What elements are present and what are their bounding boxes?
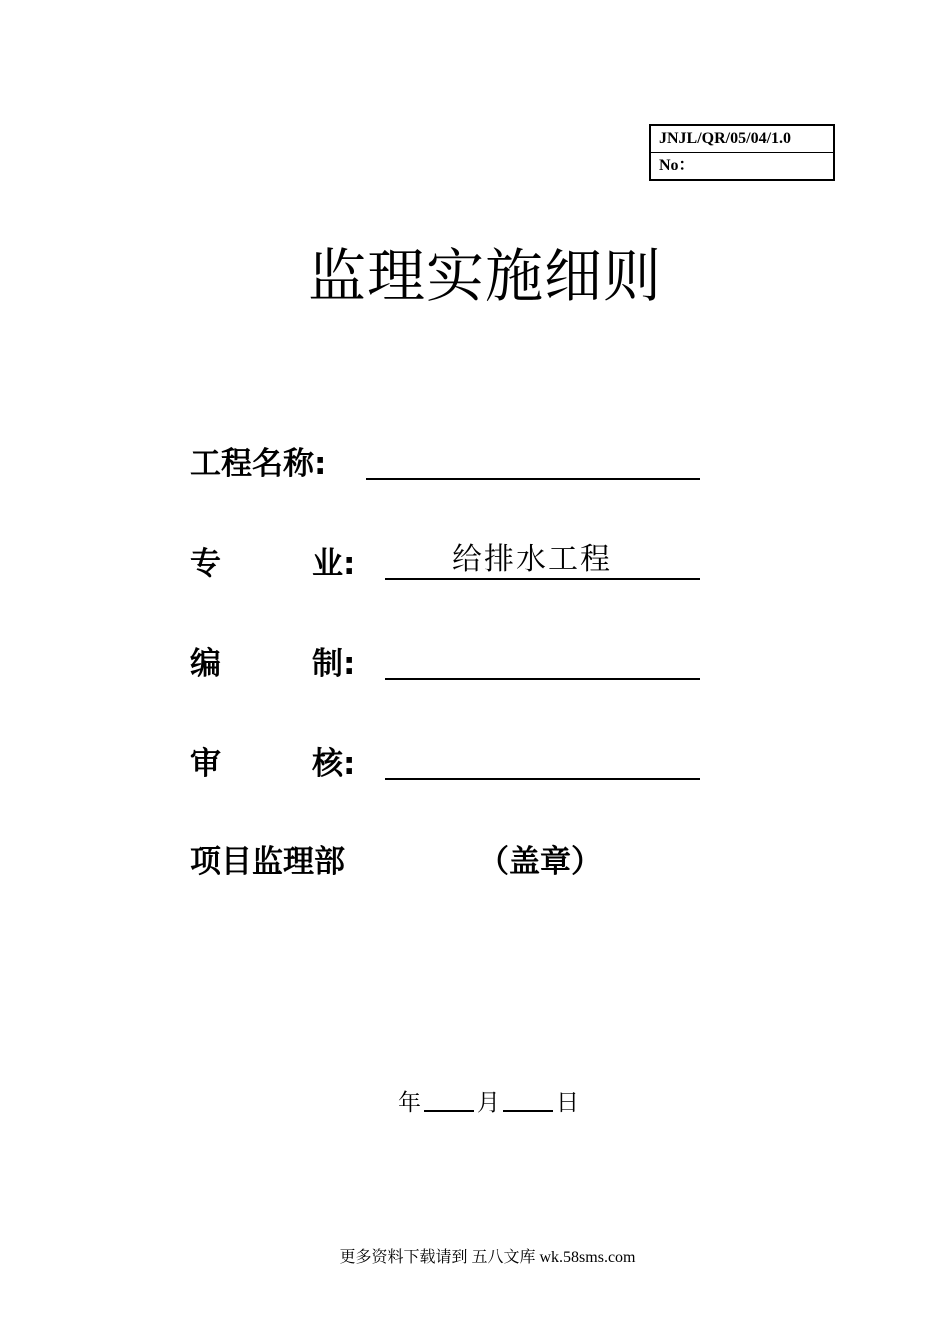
compiler-field: 编 制: bbox=[190, 634, 700, 684]
document-number-label: No： bbox=[651, 152, 833, 179]
project-department-label: 项目监理部 bbox=[190, 844, 345, 880]
page-title: 监理实施细则 bbox=[307, 242, 662, 310]
project-name-field bbox=[190, 434, 700, 484]
specialty-line bbox=[385, 578, 700, 580]
project-name-label: 工程名称: bbox=[190, 446, 327, 482]
project-name-line bbox=[366, 478, 700, 480]
reviewer-field: 审 核: bbox=[190, 734, 700, 784]
month-label: 月 bbox=[477, 1090, 500, 1116]
footer-note: 更多资料下载请到 五八文库 wk.58sms.com bbox=[339, 1249, 636, 1266]
year-label: 年 bbox=[398, 1090, 421, 1116]
seal-label: （盖章） bbox=[478, 844, 602, 880]
month-blank bbox=[424, 1090, 474, 1112]
reviewer-line bbox=[385, 778, 700, 780]
date-line bbox=[398, 1084, 579, 1117]
document-code: JNJL/QR/05/04/1.0 bbox=[659, 130, 792, 147]
document-code-box bbox=[649, 124, 835, 181]
day-blank bbox=[503, 1090, 553, 1112]
specialty-field: 专 业: 给排水工程 bbox=[190, 534, 700, 584]
compiler-line bbox=[385, 678, 700, 680]
day-label: 日 bbox=[556, 1090, 579, 1116]
specialty-value: 给排水工程 bbox=[452, 542, 612, 577]
